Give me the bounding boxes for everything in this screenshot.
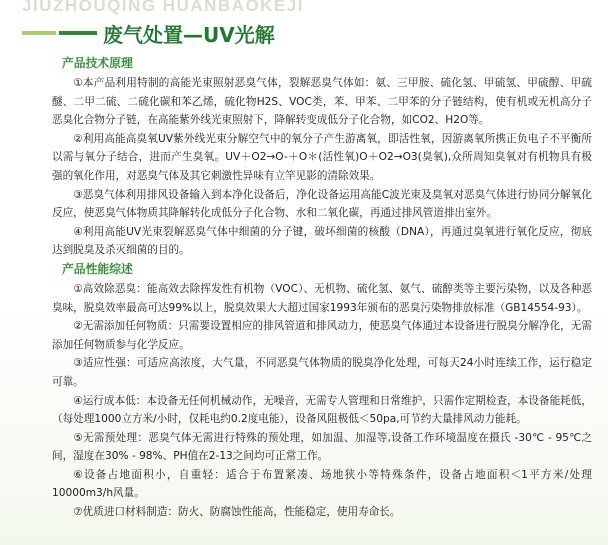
principle-paragraph: ①本产品利用特制的高能光束照射恶臭气体，裂解恶臭气体如：氨、三甲胺、硫化氢、甲硫氢、甲硫醇、甲硫醚、二甲二硫、二硫化碳和苯乙烯，硫化物H2S、VOC类，苯、甲苯、二甲苯的分子链结构，使有机或无机高分子恶臭化合物分子链，在高能紫外线光束照射下，降解转变成低分子化合物，如CO2、H2O等。 — [52, 77, 592, 127]
title-accent-light — [22, 31, 56, 35]
principle-paragraph: ③恶臭气体利用排风设备输入到本净化设备后，净化设备运用高能C波光束及臭氧对恶臭气体进行协同分解氧化反应，使恶臭气体物质其降解转化成低分子化合物、水和二氧化碳，再通过排风管道排出室外。 — [52, 188, 592, 220]
performance-paragraph: ④运行成本低：本设备无任何机械动作，无噪音，无需专人管理和日常维护，只需作定期检查，本设备能耗低，（每处理1000立方米/小时，仅耗电约0.2度电能），设备风阻极低＜50pa,可节约大量排风动力能耗。 — [52, 394, 592, 426]
title-row — [22, 20, 275, 46]
performance-paragraph: ⑤无需预处理：恶臭气体无需进行特殊的预处理，如加温、加湿等,设备工作环境温度在摄氏 -30℃ - 95℃之间，湿度在30% - 98%、PH值在2-13之间均可正常工作。 — [52, 431, 592, 463]
title-accent-dark — [59, 31, 97, 35]
content-body — [52, 54, 592, 522]
page-title: 废气处置—UV光解 — [103, 22, 275, 47]
performance-paragraph: ⑥设备占地面积小，自重轻：适合于布置紧凑、场地狭小等特殊条件，设备占地面积＜1平方米/处理10000m3/h风量。 — [52, 468, 592, 500]
brand-watermark: JIUZHOUQING HUANBAOKEJI — [22, 0, 304, 15]
performance-paragraph: ⑦优质进口材料制造：防火、防腐蚀性能高，性能稳定，使用寿命长。 — [73, 506, 401, 519]
principle-paragraph: ②利用高能高臭氧UV紫外线光束分解空气中的氧分子产生游离氧，即活性氧，因游离氧所携正负电子不平衡所以需与氧分子结合，进而产生臭氧。UV＋O2→O-＋O＊(活性氧)O＋O2→O3(臭氧),众所周知臭氧对有机物具有极强的氧化作用，对恶臭气体及其它刺激性异味有立竿见影的清除效果。 — [52, 132, 592, 182]
section-title-performance: 产品性能综述 — [62, 261, 133, 276]
performance-paragraph: ①高效除恶臭：能高效去除挥发性有机物（VOC）、无机物、硫化氢、氨气、硫醇类等主要污染物，以及各种恶臭味，脱臭效率最高可达99%以上，脱臭效果大大超过国家1993年颁布的恶臭污染物排放标准（GB14554-93）。 — [52, 282, 592, 314]
principle-paragraph: ④利用高能UV光束裂解恶臭气体中细菌的分子键，破坏细菌的核酸（DNA），再通过臭氧进行氧化反应，彻底达到脱臭及杀灭细菌的目的。 — [52, 225, 592, 257]
section-title-principle: 产品技术原理 — [62, 56, 133, 70]
performance-paragraph: ③适应性强：可适应高浓度，大气量，不同恶臭气体物质的脱臭净化处理，可每天24小时连续工作，运行稳定可靠。 — [52, 357, 592, 388]
performance-paragraph: ②无需添加任何物质：只需要设置相应的排风管道和排风动力，使恶臭气体通过本设备进行脱臭分解净化，无需添加任何物质参与化学反应。 — [52, 320, 592, 351]
